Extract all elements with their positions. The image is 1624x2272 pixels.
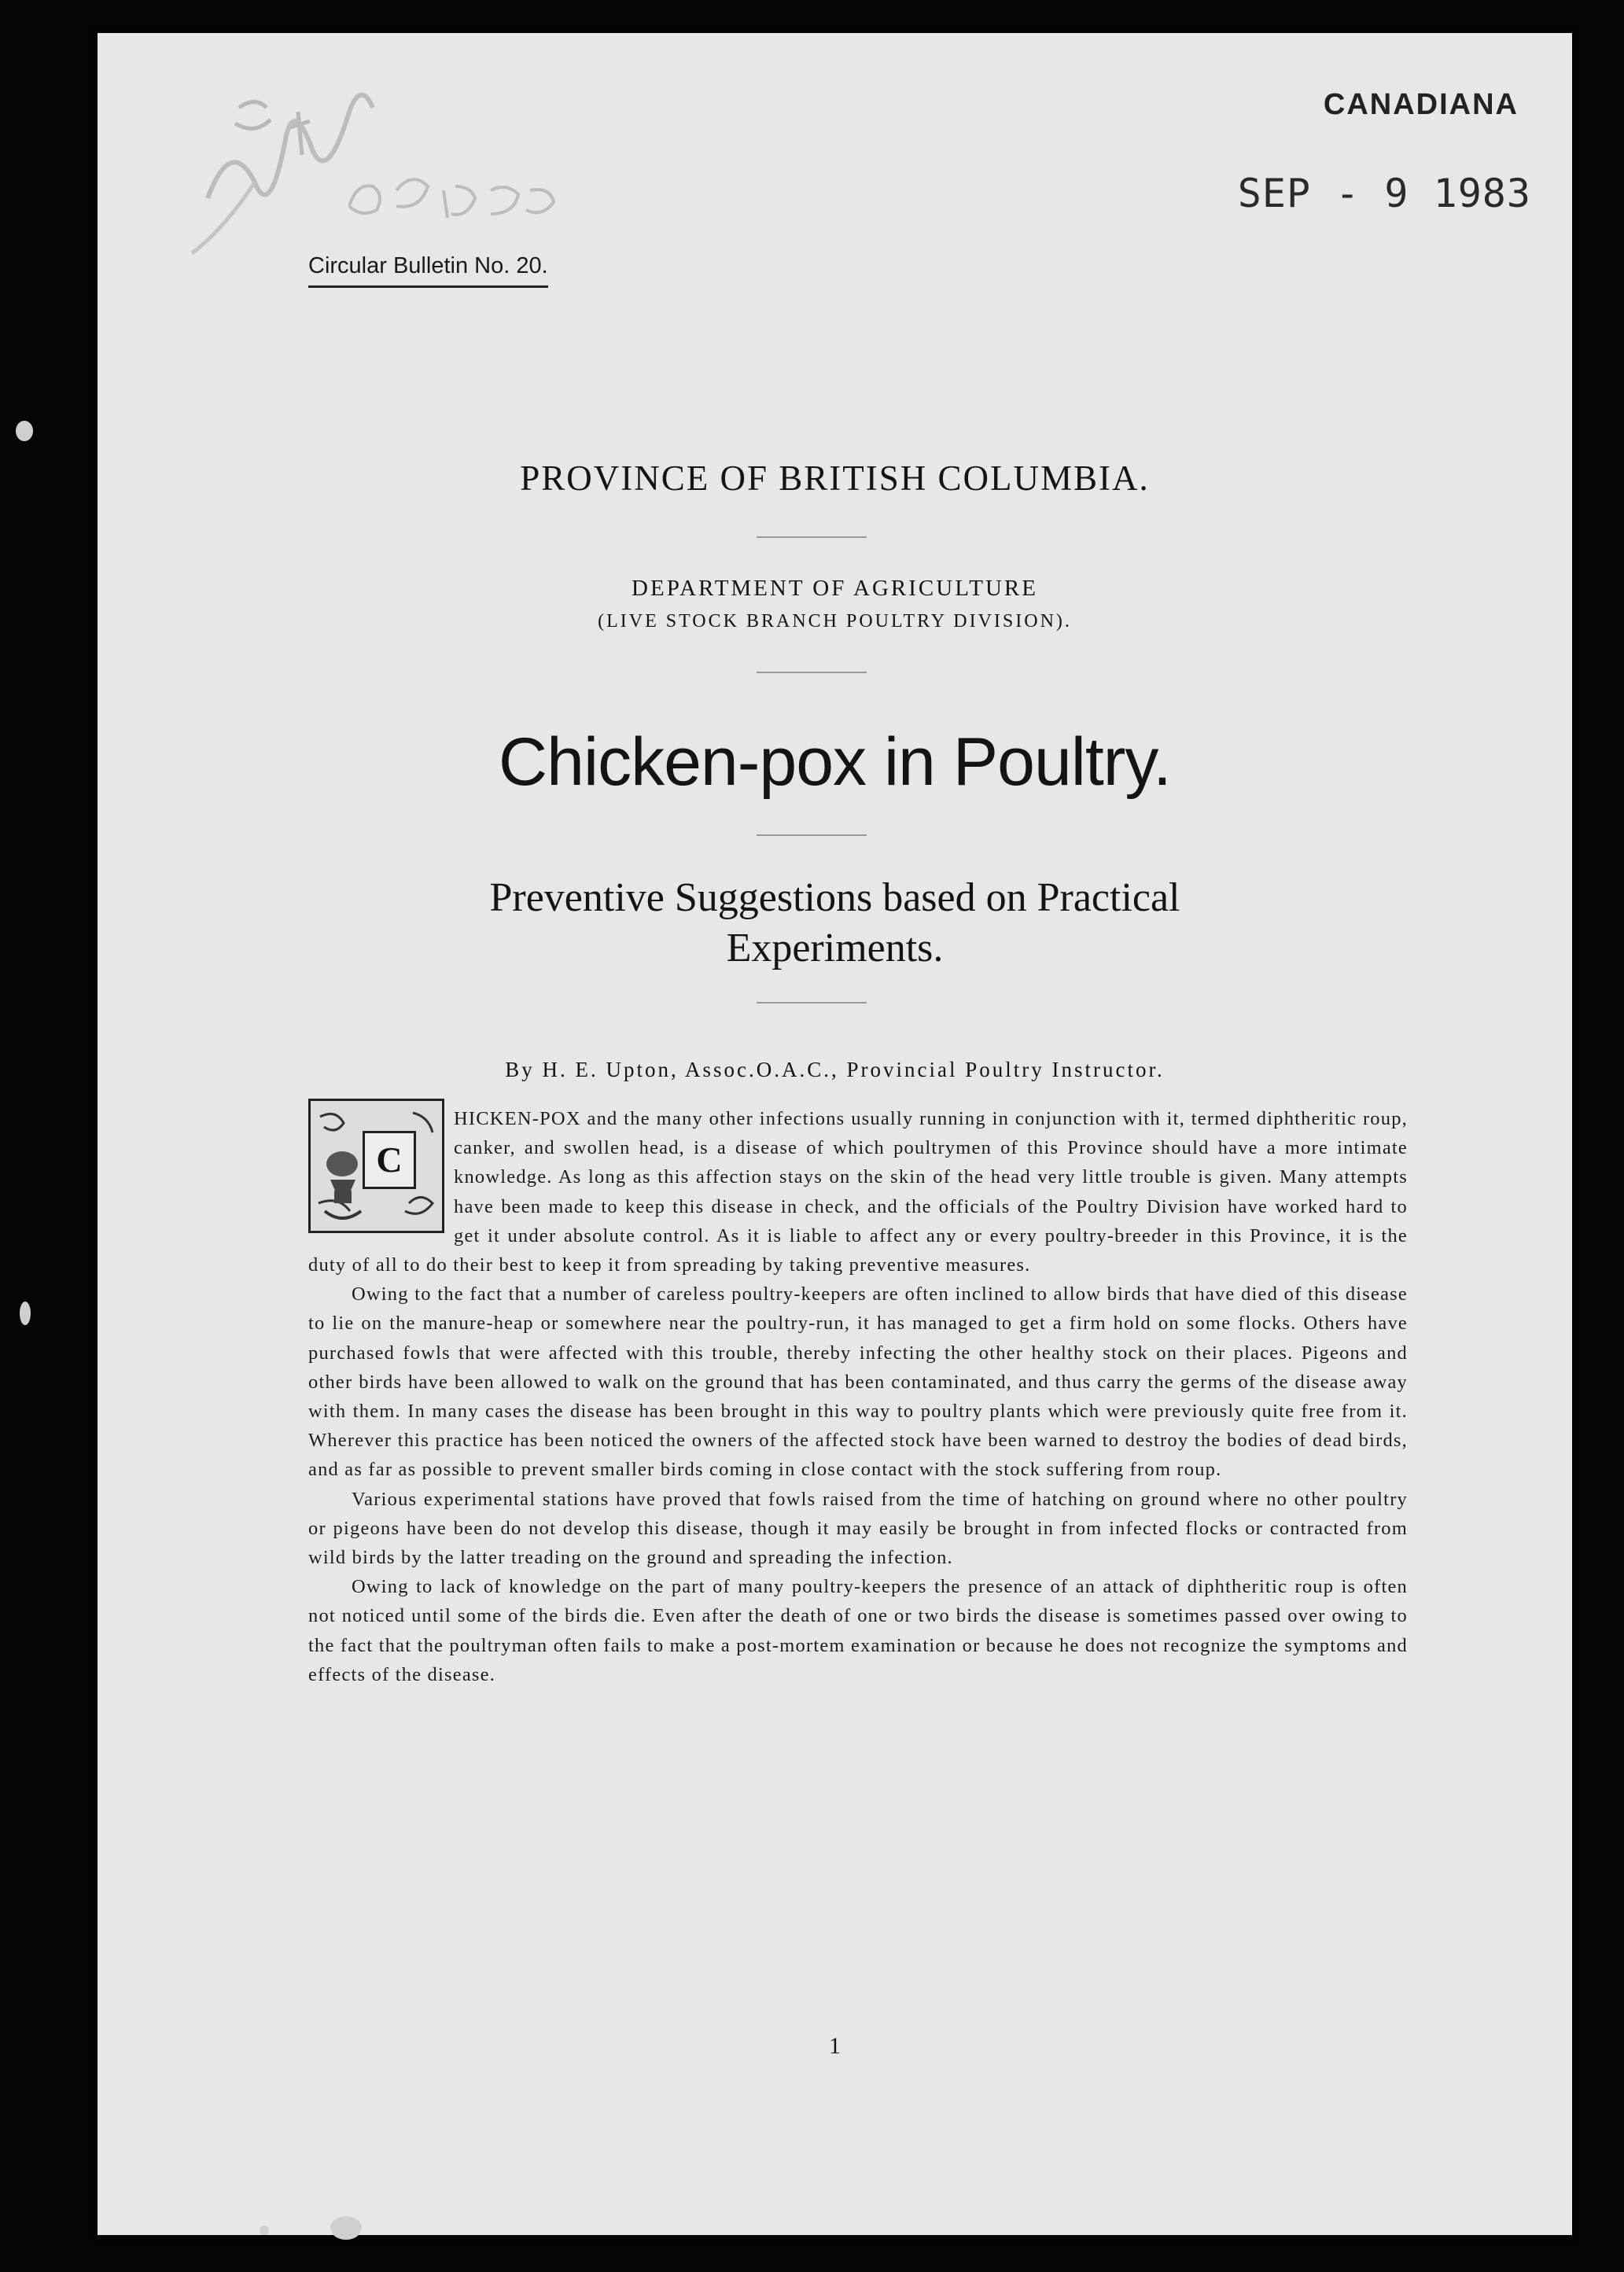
canadiana-stamp: CANADIANA [1323, 88, 1519, 121]
bulletin-number: Circular Bulletin No. 20. [308, 253, 548, 288]
page-title: Chicken-pox in Poultry. [499, 724, 1171, 800]
divider [757, 672, 867, 673]
department-heading: DEPARTMENT OF AGRICULTURE [632, 576, 1038, 601]
subtitle-line: Experiments. [726, 926, 944, 970]
divider [757, 536, 867, 538]
scan-speck [330, 2216, 362, 2240]
divider [757, 834, 867, 836]
province-heading: PROVINCE OF BRITISH COLUMBIA. [520, 458, 1150, 498]
scan-speck [16, 421, 33, 441]
scan-speck [20, 1302, 31, 1325]
page-subtitle [98, 873, 1572, 974]
document-page [98, 33, 1572, 2235]
subtitle-line: Preventive Suggestions based on Practical [489, 875, 1180, 920]
initial-letter: C [363, 1131, 416, 1189]
branch-heading: (LIVE STOCK BRANCH POULTRY DIVISION). [598, 611, 1072, 632]
paragraph: HICKEN-POX and the many other infections usually running in conjunction with it, termed diphtheritic roup, canker, and swollen head, is a disease of which poultrymen of this Province should have a more intimate knowledge. As long as this affection stays on the skin of the head very little trouble is given. Many attempts have been made to keep this disease in check, and the officials of the Poultry Division have worked hard to get it under absolute control. As it is liable to affect any or every poultry-breeder in this Province, it is the duty of all to do their best to keep it from spreading by taking preventive measures. [308, 1108, 1408, 1276]
date-stamp: SEP - 9 1983 [1237, 171, 1531, 216]
paragraph: Owing to lack of knowledge on the part of many poultry-keepers the presence of an attack of diphtheritic roup is often not noticed until some of the birds die. Even after the death of one or two birds the disease is sometimes passed over owing to the fact that the poultryman often fails to make a post-mortem examination or because he does not recognize the symptoms and effects of the disease. [308, 1576, 1408, 1685]
page-number: 1 [829, 2033, 841, 2059]
paragraph: Various experimental stations have proved that fowls raised from the time of hatching on ground where no other poultry or pigeons have been do not develop this disease, though it may easily be brought in from infected flocks or contracted from wild birds by the latter treading on the ground and spreading the infection. [308, 1488, 1408, 1569]
divider [757, 1002, 867, 1003]
author-byline: By H. E. Upton, Assoc.O.A.C., Provincial Poultry Instructor. [505, 1058, 1165, 1081]
article-body [308, 1104, 1408, 1689]
scan-speck [260, 2226, 269, 2235]
paragraph: Owing to the fact that a number of careless poultry-keepers are often inclined to allow birds that have died of this disease to lie on the manure-heap or somewhere near the poultry-run, it has managed to get a firm hold on some flocks. Others have purchased fowls that were affected with this trouble, thereby infecting the other healthy stock on their places. Pigeons and other birds have been allowed to walk on the ground that has been contaminated, and thus carry the germs of the disease away with them. In many cases the disease has been brought in this way to poultry plants which were previously quite free from it. Wherever this practice has been noticed the owners of the affected stock have been warned to destroy the bodies of dead birds, and as far as possible to prevent smaller birds coming in close contact with the stock suffering from roup. [308, 1283, 1408, 1481]
